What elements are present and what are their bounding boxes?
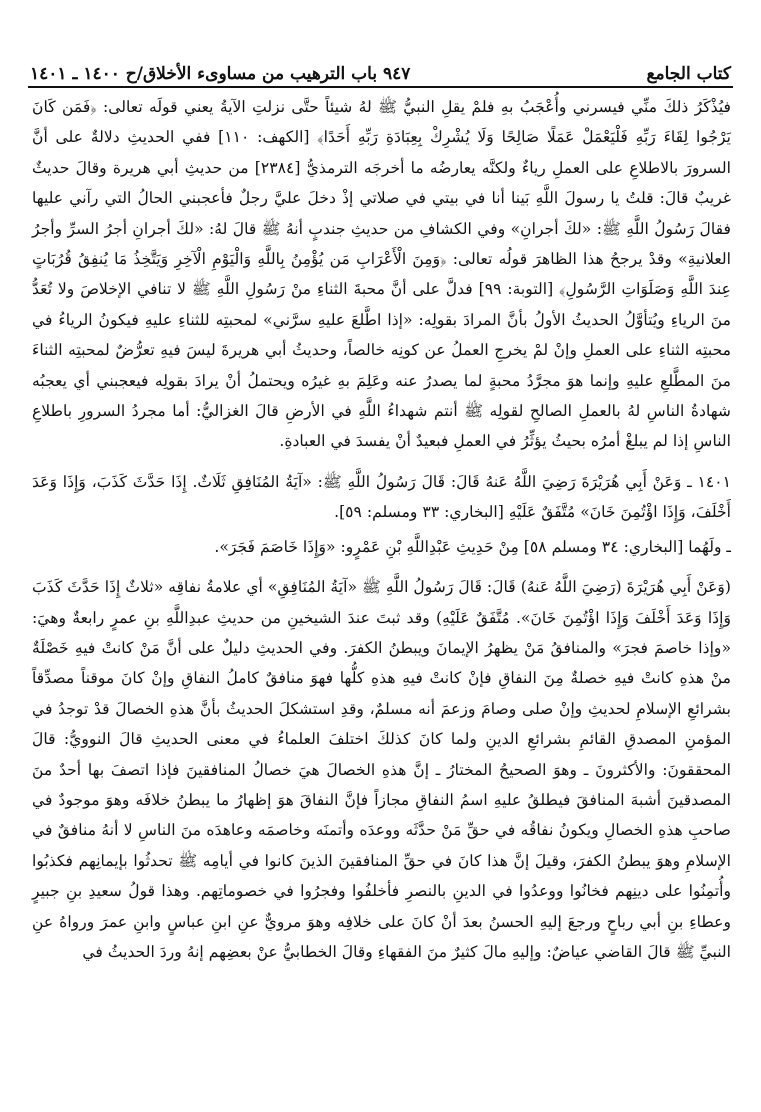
header-divider bbox=[28, 86, 733, 88]
commentary-paragraph: فيُذْكَرُ ذلكَ منِّي فيسرني وأُعْجَبُ بهِ فلمْ يقلِ النبيُّ ﷺ لهُ شيئاً حتَّى نزلتِ الآيةُ يعني قولَه تعالى: ﴿فَمَن كَانَ يَرْجُوا لِقَاءَ رَبِّهِ فَلْيَعْمَلْ عَمَلًا صَالِحًا وَلَا يُشْرِكْ بِعِبَادَةِ رَبِّهِ أَحَدًا﴾ [الكهف: ١١٠] ففي الحديثِ دلالةٌ على أنَّ السرورَ بالاطلاعِ على العملِ رياءٌ ولكنَّه يعارضُه ما أخرجَه الترمذيُّ [٢٣٨٤] من حديثِ أبي هريرة وقالَ حديثٌ غريبٌ قالَ: قلتُ يا رسولَ اللَّهِ بَينا أنا في بيتي في صلاتي إذْ دخلَ عليَّ رجلٌ فأعجبني الحالُ التي رآني عليها فقالَ رَسُولُ اللَّهِ ﷺ: «لكَ أجرانِ» وفي الكشافِ من حديثِ جندبٍ أنهُ ﷺ قالَ لهُ: «لكَ أجرانِ أجرُ السرِّ وأجرُ العلانيةِ» وقدْ يرجحُ هذا الظاهرَ قولُه تعالى: ﴿وَمِنَ الْأَعْرَابِ مَن يُؤْمِنُ بِاللَّهِ وَالْيَوْمِ الْآخِرِ وَيَتَّخِذُ مَا يُنفِقُ قُرُبَاتٍ عِندَ اللَّهِ وَصَلَوَاتِ الرَّسُولِ﴾ [التوبة: ٩٩] فدلَّ على أنَّ محبةَ الثناءِ منْ رَسُولِ اللَّهِ ﷺ لا تنافي الإخلاصَ ولا تُعَدُّ منَ الرياءِ ويُتأوَّلُ الحديثُ الأولُ بأنَّ المرادَ بقولِه: «إذا اطَّلعَ عليهِ سرَّني» لمحبتِه للثناءِ عليهِ فيكونُ الرياءُ في محبتِه الثناءِ على العملِ وإنْ لمْ يخرجِ العملُ عن كونِه خالصاً، وحديثُ أبي هريرةَ ليسَ فيهِ تعرُّضٌ لمحبتِه الثناءَ منَ المطَّلعِ عليهِ وإنما هوَ مجرَّدُ محبةٍ لما يصدرُ عنه وعَلِمَ بهِ غيرُه ويحتملُ أنْ يرادَ بقولِه فيعجبني أي يعجبُه شهادةُ الناسِ لهُ بالعملِ الصالحِ لقولِه ﷺ أنتم شهداءُ اللَّهِ في الأرضِ قالَ الغزاليُّ: أما مجردُ السرورِ باطلاعِ الناسِ إذا لم يبلغْ أمرُه بحيثُ يؤثِّرُ في العملِ فبعيدٌ أنْ يفسدَ في العبادةِ. bbox=[32, 98, 732, 451]
hadith-supplement: ـ ولَهُما [البخاري: ٣٤ ومسلم ٥٨] مِنْ حَدِيثِ عَبْدِاللَّهِ بْنِ عَمْرٍو: «وَإِذَا خَاصَمَ فَجَرَ». bbox=[214, 537, 731, 556]
page-body bbox=[32, 92, 731, 967]
book-title: كتاب الجامع bbox=[646, 64, 731, 84]
page-header bbox=[30, 58, 731, 84]
running-title: ٩٤٧ باب الترهيب من مساوىء الأخلاق/ح ١٤٠٠ ـ ١٤٠١ bbox=[30, 64, 411, 84]
hadith-text: ١٤٠١ ـ وَعَنْ أَبِي هُرَيْرَةَ رَضِيَ اللَّهُ عَنهُ قَالَ: قَالَ رَسُولُ اللَّهِ ﷺ: «آيَةُ المُنَافِقِ ثَلَاثٌ. إِذَا حَدَّثَ كَذَبَ، وَإِذَا وَعَدَ أَخْلَفَ، وَإِذَا اؤْتُمِنَ خَانَ» مُتَّفَقٌ عَلَيْهِ [البخاري: ٣٣ ومسلم: ٥٩]. bbox=[32, 472, 731, 522]
commentary-paragraph: (وَعَنْ أَبِي هُرَيْرَةَ (رَضِيَ اللَّهُ عَنهُ) قَالَ: قَالَ رَسُولُ اللَّهِ ﷺ «آيَةُ المُنَافِقِ» أي علامةُ نفاقِه «ثلاثٌ إِذَا حَدَّثَ كَذَبَ وَإِذَا وَعَدَ أَخْلَفَ وَإِذَا اؤْتُمِنَ خَانَ». مُتَّفَقٌ عَلَيْهِ) وقد ثبتَ عندَ الشيخينِ من حديثِ عبدِاللَّهِ بنِ عمرٍ رابعةٌ وهيَ: «وإذا خاصمَ فجرَ» والمنافقُ مَنْ يظهرُ الإيمانَ ويبطنُ الكفرَ. وفي الحديثِ دليلٌ على أنَّ مَنْ كانتْ فيهِ خَصْلَةٌ منْ هذهِ كانتْ فيهِ خصلةٌ مِنَ النفاقِ فإنْ كانتْ فيهِ هذهِ كلُّها فهوَ منافقٌ كاملُ النفاقِ وإنْ كانَ موقناً مصدِّقاً بشرائعِ الإسلامِ لحديثِ وإنْ صلى وصامَ وزعمَ أنه مسلمٌ، وقدِ استشكلَ الحديثُ بأنَّ هذهِ الخصالَ قدْ توجدُ في المؤمنِ المصدقِ القائمِ بشرائعِ الدينِ ولما كانَ كذلكَ اختلفَ العلماءُ في معنى الحديثِ قالَ النوويُّ: قالَ المحققونَ: والأكثرونَ ـ وهوَ الصحيحُ المختارُ ـ إنَّ هذهِ الخصالَ هيَ خصالُ المنافقينَ فإذا اتصفَ بها أحدٌ منَ المصدقينَ أشبهَ المنافقَ فيطلقُ عليهِ اسمُ النفاقِ مجازاً فإنَّ النفاقَ هوَ إظهارُ ما يبطنُ خلافَه وهوَ موجودٌ في صاحبِ هذهِ الخصالِ ويكونُ نفاقُه في حقِّ مَنْ حدَّثَه ووعدَه وأتمنَه وخاصمَه وعاهدَه منَ الناسِ لا أنهُ منافقٌ في الإسلامِ وهوَ يبطنُ الكفرَ، وقيلَ إنَّ هذا كانَ في حقِّ المنافقينَ الذينَ كانوا في أيامِه ﷺ تحدثُوا بإيمانِهم فكذبُوا وأُتمِنُوا على دينِهم فخانُوا ووعدُوا في الدينِ بالنصرِ فأخلفُوا وفجرُوا في خصوماتِهم. وهذا قولُ سعيدِ بنِ جبيرٍ وعطاءِ بنِ أبي رباحٍ ورجعَ إليهِ الحسنُ بعدَ أنْ كانَ على خلافِه وهوَ مرويٌّ عنِ ابنِ عباسٍ وابنِ عمرَ ورواهُ عنِ النبيِّ ﷺ قالَ القاضي عياضٌ: وإليهِ مالَ كثيرٌ منَ الفقهاءِ وقالَ الخطابيُّ عنْ بعضِهم إنهُ وردَ الحديثُ في bbox=[32, 578, 731, 961]
